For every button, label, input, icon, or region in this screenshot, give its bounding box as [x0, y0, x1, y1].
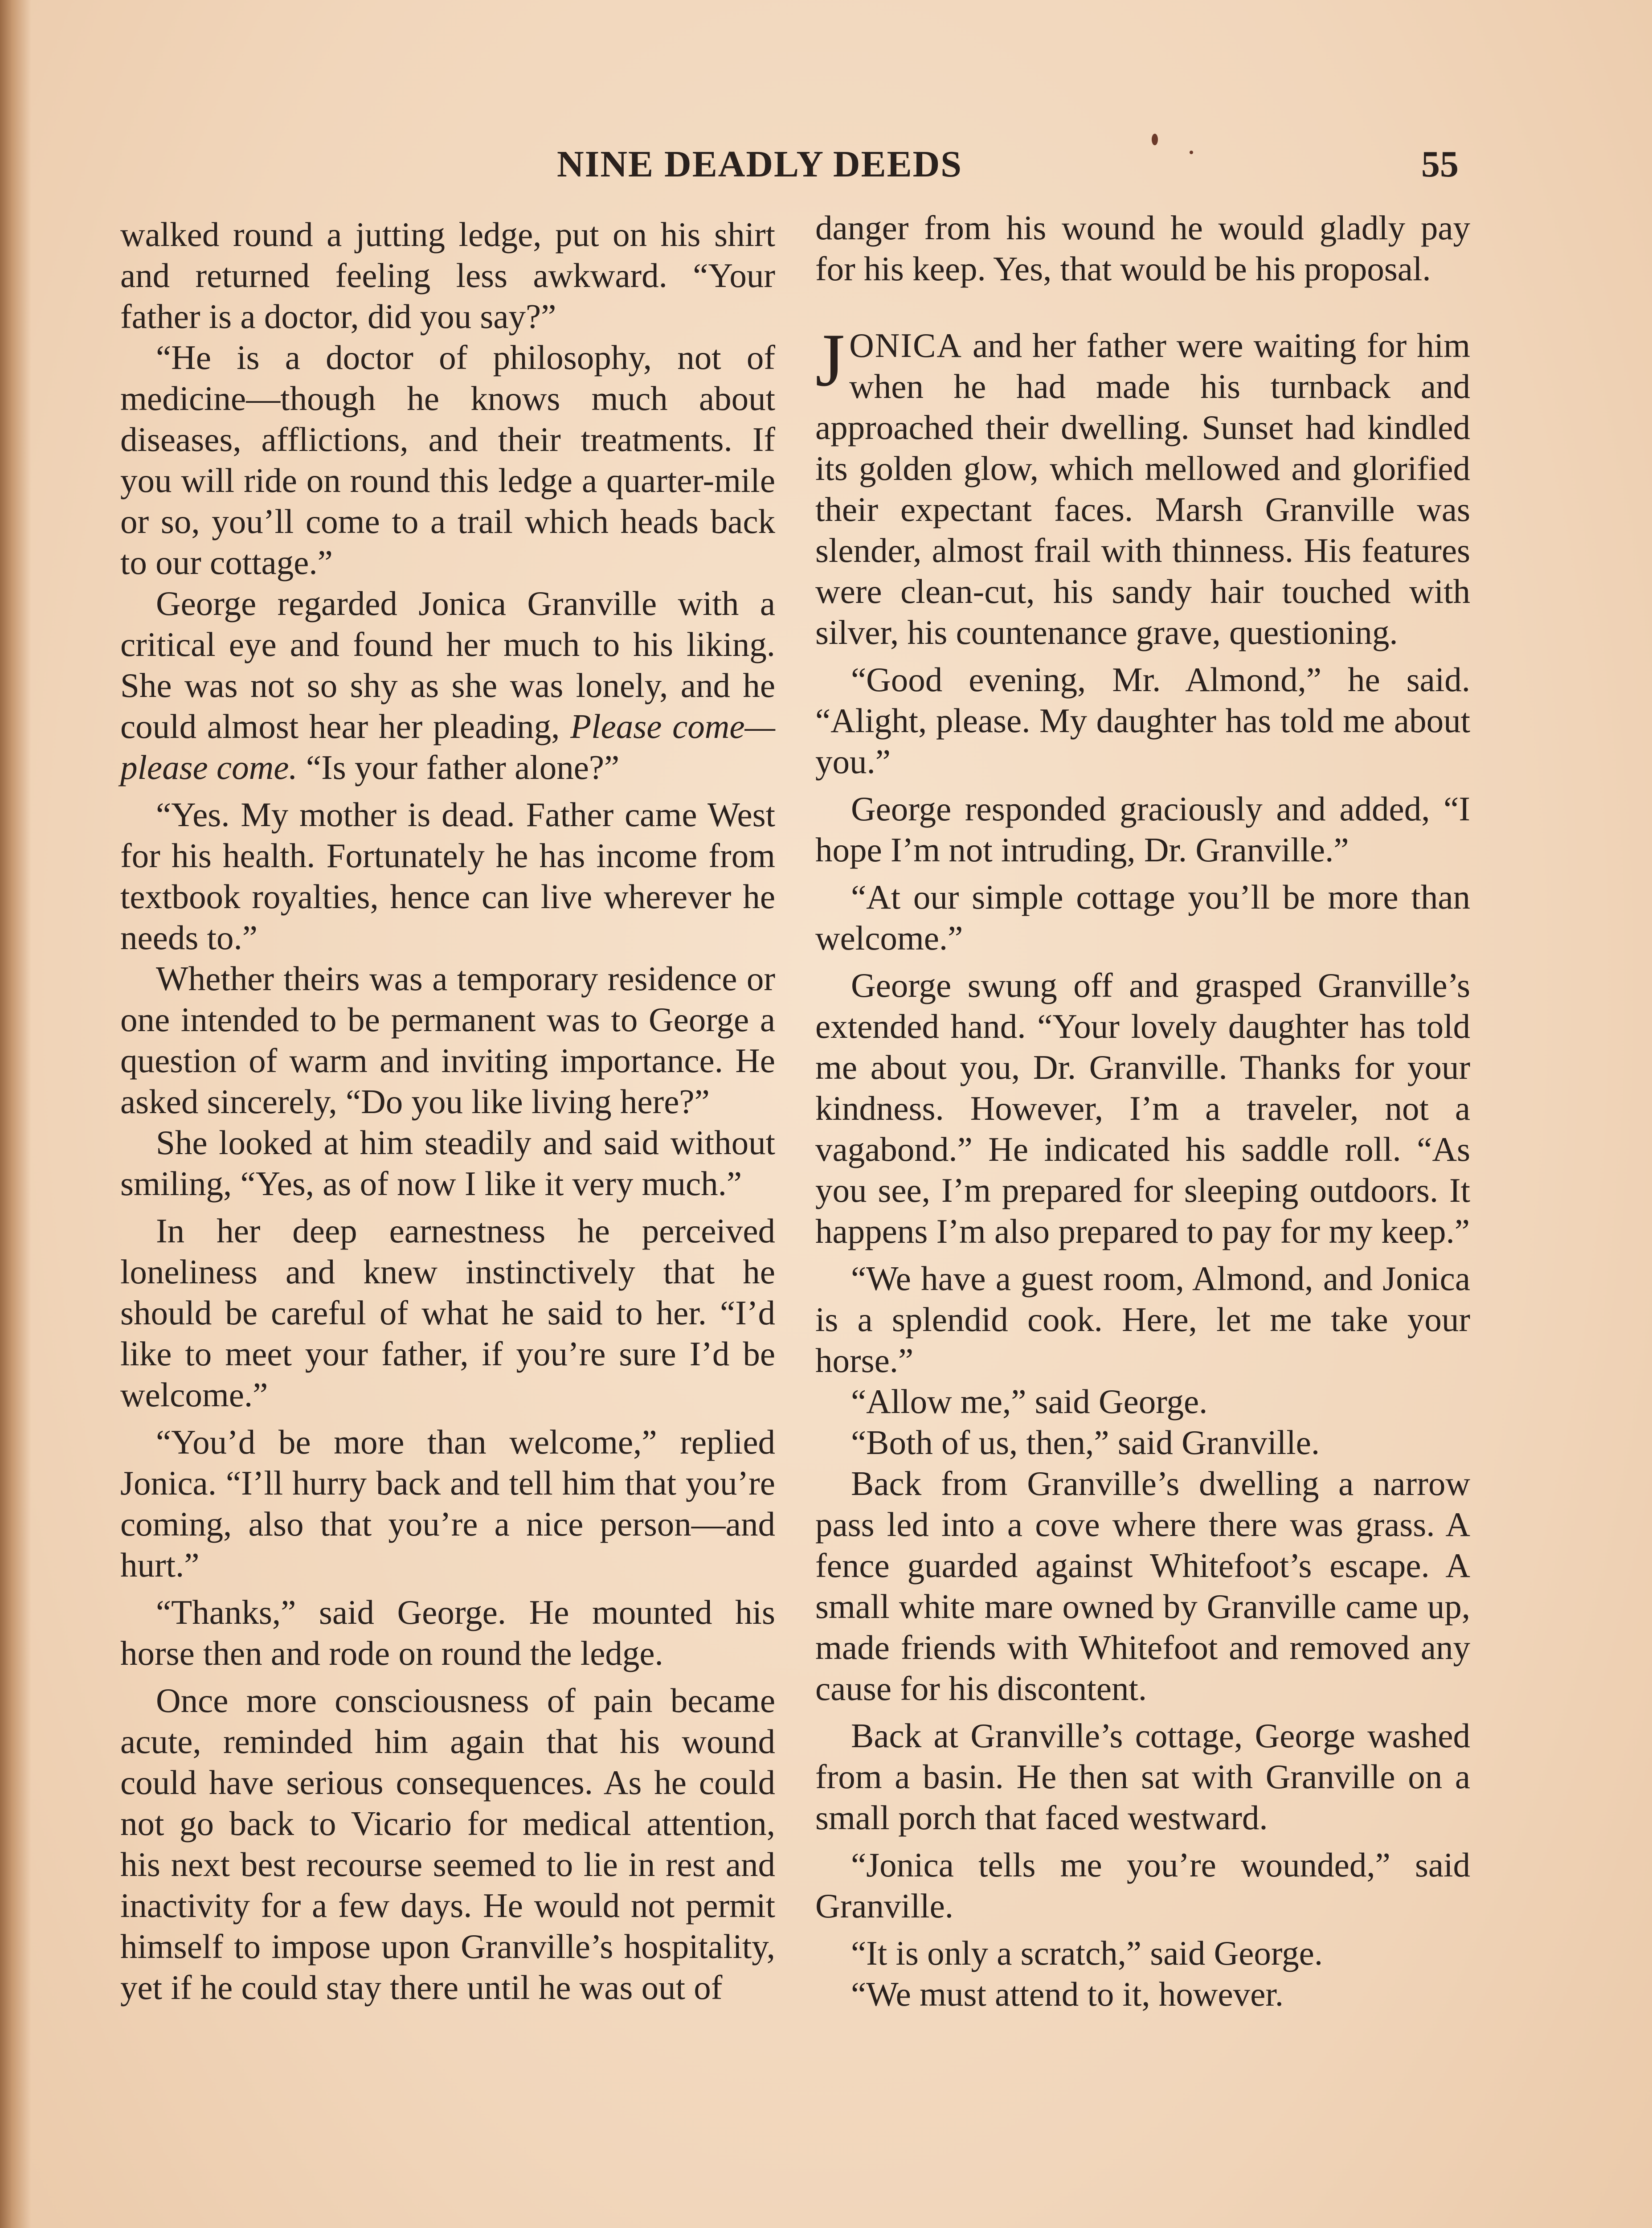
paragraph-text: and her father were waiting for him when he had made his turnback and approached their dwelling. Sunset had kindled its golden glow, which mellowed and glorified their expectant faces. Marsh Granville was slender, almost frail with thinness. His features were clean-cut, his sandy hair touched with silver, his countenance grave, questioning.	[815, 326, 1470, 651]
paragraph: “You’d be more than welcome,” replied Jonica. “I’ll hurry back and tell him that you’re coming, also that you’re a nice person—and hurt.”	[120, 1423, 775, 1584]
paragraph: She looked at him steadily and said without smiling, “Yes, as of now I like it very much.”	[120, 1123, 775, 1203]
paragraph-text: George regarded Jonica Granville with a critical eye and found her much to his liking. She was not so shy as she was lonely, and he could almost hear her pleading,	[120, 584, 775, 745]
left-text-column	[120, 214, 775, 2008]
right-text-column	[815, 207, 1470, 2015]
paragraph: “Jonica tells me you’re wounded,” said Granville.	[815, 1846, 1470, 1925]
paragraph: “Thanks,” said George. He mounted his horse then and rode on round the ledge.	[120, 1593, 775, 1672]
paragraph: In her deep earnestness he perceived loneliness and knew instinctively that he should be careful of what he said to her. “I’d like to meet your father, if you’re sure I’d be welcome.”	[120, 1212, 775, 1414]
running-title: NINE DEADLY DEEDS	[557, 143, 963, 185]
paragraph: “At our simple cottage you’ll be more than welcome.”	[815, 878, 1470, 957]
paragraph: Back from Granville’s dwelling a narrow pass led into a cove where there was grass. A fence guarded against Whitefoot’s escape. A small white mare owned by Granville came up, made friends with Whitefoot and removed any cause for his discontent.	[815, 1464, 1470, 1708]
paragraph: Back at Granville’s cottage, George washed from a basin. He then sat with Granville on a small porch that faced westward.	[815, 1716, 1470, 1837]
drop-cap: J	[815, 318, 845, 402]
paragraph: “It is only a scratch,” said George.	[851, 1934, 1323, 1972]
paragraph-text: “Is your father alone?”	[297, 748, 620, 786]
paragraph: “Both of us, then,” said Granville.	[851, 1423, 1320, 1462]
ink-speck	[1190, 151, 1193, 154]
paragraph: “Allow me,” said George.	[851, 1382, 1208, 1421]
paragraph: Once more consciousness of pain became acute, reminded him again that his wound could have serious consequences. As he could not go back to Vicario for medical attention, his next best recourse seemed to lie in rest and inactivity for a few days. He would not permit himself to impose upon Granville’s hospitality, yet if he could stay there until he was out of	[120, 1681, 775, 2007]
paragraph: walked round a jutting ledge, put on his shirt and returned feeling less awkward. “Your father is a doctor, did you say?”	[120, 215, 775, 336]
paragraph: danger from his wound he would gladly pay for his keep. Yes, that would be his proposal.	[815, 209, 1470, 288]
paragraph: George swung off and grasped Granville’s extended hand. “Your lovely daughter has told me about you, Dr. Granville. Thanks for your kindness. However, I’m a traveler, not a vagabond.” He indicated his saddle roll. “As you see, I’m prepared for sleeping outdoors. It happens I’m also prepared to pay for my keep.”	[815, 966, 1470, 1250]
page-spine-shadow	[0, 0, 31, 2228]
page-number: 55	[1421, 143, 1459, 185]
paragraph: “Yes. My mother is dead. Father came West for his health. Fortunately he has income from textbook royalties, hence can live wherever he needs to.”	[120, 795, 775, 957]
lead-in-caps: ONICA	[849, 326, 962, 365]
ink-speck	[1152, 134, 1158, 145]
paragraph	[120, 583, 775, 788]
paragraph: George responded graciously and added, “I hope I’m not intruding, Dr. Granville.”	[815, 790, 1470, 869]
paragraph: “We must attend to it, however.	[851, 1975, 1284, 2013]
paragraph: “He is a doctor of philosophy, not of medicine—though he knows much about diseases, afflictions, and their treatments. If you will ride on round this ledge a quarter-mile or so, you’ll come to a trail which heads back to our cottage.”	[120, 338, 775, 582]
section-opening-paragraph	[815, 318, 1470, 653]
paragraph: “Good evening, Mr. Almond,” he said. “Alight, please. My daughter has told me about you.”	[815, 660, 1470, 781]
paragraph: “We have a guest room, Almond, and Jonica is a splendid cook. Here, let me take your horse.”	[815, 1259, 1470, 1380]
italic-text: Please come—please come.	[120, 707, 776, 786]
paragraph: Whether theirs was a temporary residence or one intended to be permanent was to George a question of warm and inviting importance. He asked sincerely, “Do you like living here?”	[120, 959, 775, 1121]
